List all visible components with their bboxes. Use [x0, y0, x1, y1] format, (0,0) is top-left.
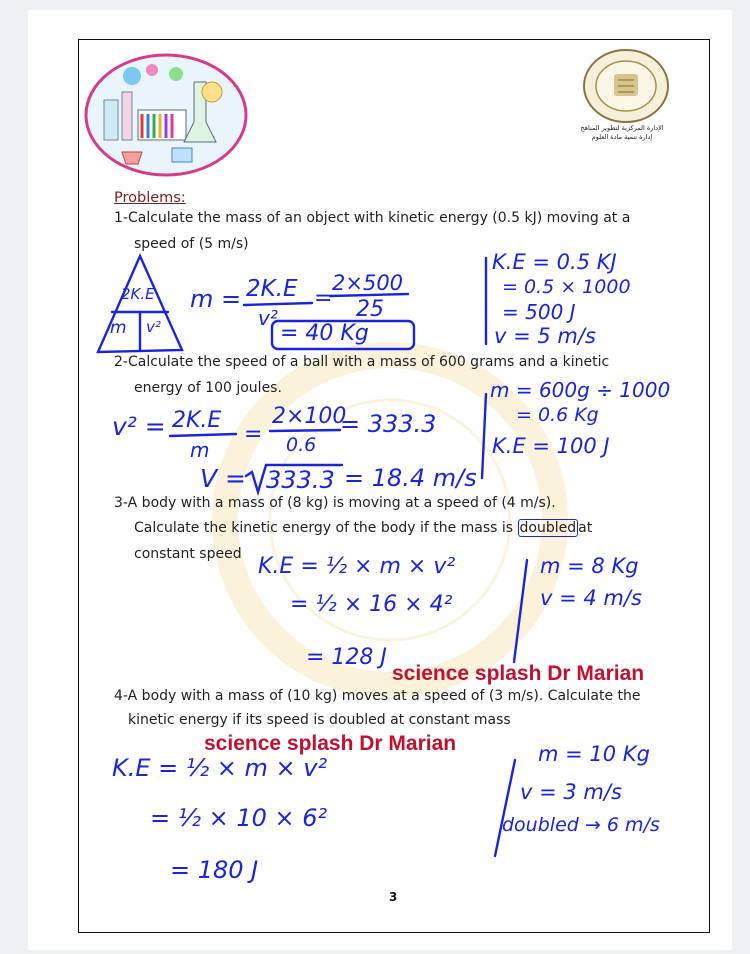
s1-frac1-numerator: 2K.E: [246, 276, 298, 302]
problem-2-line-1: 2-Calculate the speed of a ball with a mass of 600 grams and a kinetic: [114, 354, 610, 370]
ministry-line-1: الإدارة المركزية لتطوير المناهج: [580, 124, 664, 132]
s1-equals: =: [314, 286, 333, 311]
s2-frac1-numerator: 2K.E: [172, 408, 222, 433]
s2-frac2-numerator: 2×100: [272, 404, 347, 429]
triangle-top-label: 2K.E: [121, 285, 155, 303]
problem-2-line-2: energy of 100 joules.: [134, 380, 282, 396]
doubled-highlight: doubled: [519, 520, 577, 536]
s3-line-1: K.E = ½ × m × v²: [258, 554, 456, 579]
s4-line-1: K.E = ½ × m × v²: [112, 754, 328, 782]
s2-root-value: 333.3: [266, 466, 335, 494]
ministry-line-2: إدارة تنمية مادة العلوم: [591, 133, 653, 141]
s1-frac2-denominator: 25: [356, 297, 384, 322]
s3-line-2: = ½ × 16 × 4²: [290, 592, 453, 617]
s4-given-doubled: doubled → 6 m/s: [502, 814, 660, 836]
problem-1-line-1: 1-Calculate the mass of an object with kinetic energy (0.5 kJ) moving at a: [114, 210, 631, 226]
problem-3-line-3: constant speed: [134, 546, 242, 562]
problem-4-line-2: kinetic energy if its speed is doubled at constant mass: [128, 712, 511, 728]
s4-line-2: = ½ × 10 × 6²: [150, 804, 328, 832]
s2-value: = 333.3: [340, 410, 437, 438]
s3-given-mass: m = 8 Kg: [540, 554, 639, 578]
problems-heading: Problems:: [114, 190, 186, 206]
s2-given-ke: K.E = 100 J: [492, 434, 610, 458]
s2-frac2-denominator: 0.6: [286, 434, 317, 456]
s1-result: = 40 Kg: [280, 321, 369, 346]
triangle-right-label: v²: [146, 318, 161, 336]
s2-given-mass: m = 600g ÷ 1000: [490, 378, 671, 402]
s4-given-speed: v = 3 m/s: [520, 780, 622, 804]
s1-given-ke: K.E = 0.5 KJ: [492, 250, 617, 274]
s2-v-equals: V =: [200, 464, 246, 493]
watermark-caption-2: science splash Dr Marian: [204, 732, 457, 755]
s1-given-speed: v = 5 m/s: [494, 324, 596, 348]
s1-frac1-denominator: v²: [258, 306, 278, 330]
s3-given-speed: v = 4 m/s: [540, 586, 642, 610]
s2-given-mass-kg: = 0.6 Kg: [516, 404, 599, 426]
s2-equals: =: [244, 422, 263, 447]
page-number: 3: [389, 890, 398, 904]
problem-3-line-2-text: Calculate the kinetic energy of the body if the mass is: [134, 520, 514, 536]
s1-given-convert: = 0.5 × 1000: [502, 276, 631, 298]
problem-3-line-1: 3-A body with a mass of (8 kg) is moving at a speed of (4 m/s).: [114, 495, 556, 511]
s2-v-squared: v² =: [112, 412, 166, 441]
s2-frac1-denominator: m: [190, 438, 210, 462]
s1-frac2-numerator: 2×500: [332, 271, 404, 295]
s1-given-joules: = 500 J: [502, 300, 576, 324]
s2-result: = 18.4 m/s: [344, 464, 477, 492]
triangle-left-label: m: [110, 318, 127, 338]
s1-mass-equals: m =: [190, 285, 242, 313]
s4-given-mass: m = 10 Kg: [538, 742, 650, 766]
problem-3-line-2-end: at: [578, 520, 593, 536]
problem-1-line-2: speed of (5 m/s): [134, 236, 249, 252]
watermark-caption-1: science splash Dr Marian: [392, 662, 645, 685]
s3-line-3: = 128 J: [306, 645, 387, 670]
problem-4-line-1: 4-A body with a mass of (10 kg) moves at a speed of (3 m/s). Calculate the: [114, 688, 641, 704]
s4-line-3: = 180 J: [170, 856, 259, 884]
